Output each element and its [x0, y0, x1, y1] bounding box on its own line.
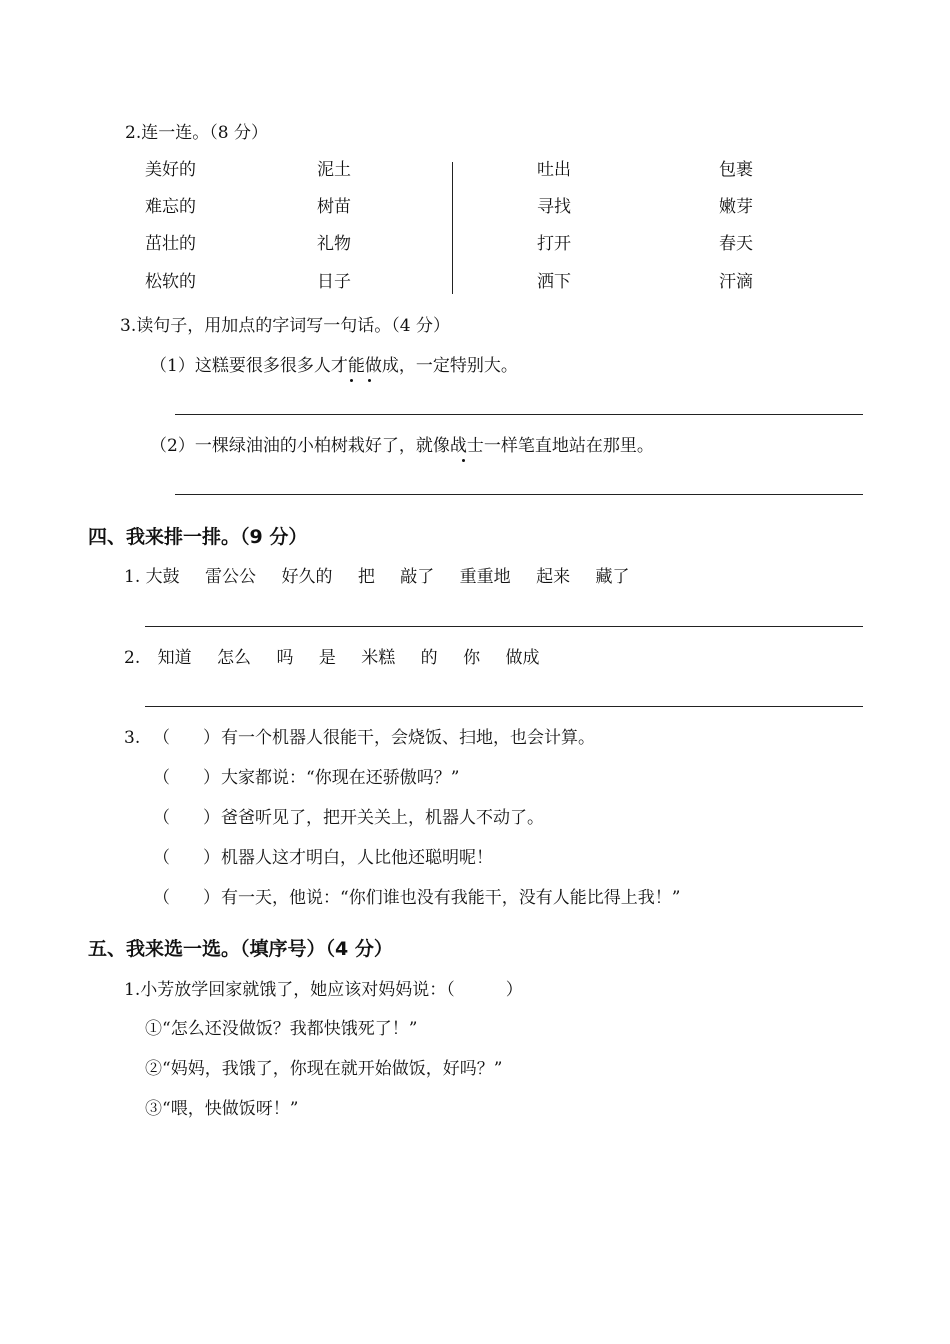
s4-q2-words [124, 650, 559, 667]
match-word[interactable]: 寻找 [537, 197, 571, 217]
question-number: 2. [124, 648, 141, 668]
question-number: 3. [124, 728, 141, 748]
word: 米糕 [361, 648, 396, 668]
word: 吗 [276, 648, 294, 668]
match-word[interactable]: 难忘的 [145, 197, 196, 217]
match-word[interactable]: 松软的 [145, 272, 196, 292]
emphasis-dot [368, 379, 371, 382]
order-item: 机器人这才明白，人比他还聪明呢！ [221, 848, 493, 868]
word: 雷公公 [205, 567, 257, 587]
q3-title: 3.读句子，用加点的字词写一句话。（4 分） [120, 316, 450, 336]
word: 敲了 [400, 567, 435, 587]
order-item: 爸爸听见了，把开关关上，机器人不动了。 [221, 808, 544, 828]
word: 你 [463, 648, 481, 668]
option-3: ③“喂，快做饭呀！” [145, 1099, 299, 1119]
question-number: 1. [124, 567, 141, 587]
word: 怎么 [217, 648, 252, 668]
order-bracket-left[interactable]: （ [153, 728, 170, 748]
match-word[interactable]: 汗滴 [719, 272, 753, 292]
q2-title: 2.连一连。（8 分） [125, 123, 268, 143]
order-bracket-right: ） [203, 808, 220, 828]
order-bracket-right: ） [203, 728, 220, 748]
match-word[interactable]: 美好的 [145, 160, 196, 180]
section-5-heading: 五、我来选一选。（填序号）（4 分） [88, 938, 393, 960]
match-word[interactable]: 礼物 [317, 234, 351, 254]
match-word[interactable]: 树苗 [317, 197, 351, 217]
word: 是 [318, 648, 336, 668]
match-word[interactable]: 茁壮的 [145, 234, 196, 254]
order-bracket-left[interactable]: （ [153, 848, 170, 868]
answer-line[interactable] [145, 706, 863, 707]
match-word[interactable]: 包裹 [719, 160, 753, 180]
column-divider [452, 162, 453, 294]
match-word[interactable]: 春天 [719, 234, 753, 254]
order-item: 大家都说：“你现在还骄傲吗？” [221, 768, 460, 788]
section-4-heading: 四、我来排一排。（9 分） [88, 526, 308, 548]
order-bracket-left[interactable]: （ [153, 768, 170, 788]
s4-q1-words [124, 569, 649, 586]
emphasis-dot [462, 459, 465, 462]
order-bracket-right: ） [203, 768, 220, 788]
answer-line[interactable] [175, 494, 863, 495]
match-word[interactable]: 吐出 [537, 160, 571, 180]
answer-line[interactable] [145, 626, 863, 627]
word: 重重地 [459, 567, 511, 587]
s5-q1[interactable]: 1.小芳放学回家就饿了，她应该对妈妈说：（ ） [124, 980, 523, 1000]
match-word[interactable]: 日子 [317, 272, 351, 292]
word: 好久的 [281, 567, 333, 587]
answer-line[interactable] [175, 414, 863, 415]
word: 知道 [157, 648, 192, 668]
match-word[interactable]: 嫩芽 [719, 197, 753, 217]
q3-sentence-2: （2）一棵绿油油的小柏树栽好了，就像战士一样笔直地站在那里。 [150, 436, 654, 456]
emphasis-dot [350, 379, 353, 382]
word: 把 [357, 567, 375, 587]
match-word[interactable]: 打开 [537, 234, 571, 254]
word: 起来 [536, 567, 571, 587]
order-bracket-right: ） [203, 888, 220, 908]
match-word[interactable]: 洒下 [537, 272, 571, 292]
word: 的 [420, 648, 438, 668]
order-item: 有一天，他说：“你们谁也没有我能干，没有人能比得上我！” [221, 888, 681, 908]
option-2: ②“妈妈，我饿了，你现在就开始做饭，好吗？” [145, 1059, 503, 1079]
order-bracket-left[interactable]: （ [153, 888, 170, 908]
order-bracket-left[interactable]: （ [153, 808, 170, 828]
word: 藏了 [595, 567, 630, 587]
order-bracket-right: ） [203, 848, 220, 868]
word: 大鼓 [145, 567, 180, 587]
option-1: ①“怎么还没做饭？我都快饿死了！” [145, 1019, 418, 1039]
word: 做成 [505, 648, 540, 668]
order-item: 有一个机器人很能干，会烧饭、扫地，也会计算。 [221, 728, 595, 748]
q3-sentence-1: （1）这糕要很多很多人才能做成，一定特别大。 [150, 356, 518, 376]
match-word[interactable]: 泥土 [317, 160, 351, 180]
